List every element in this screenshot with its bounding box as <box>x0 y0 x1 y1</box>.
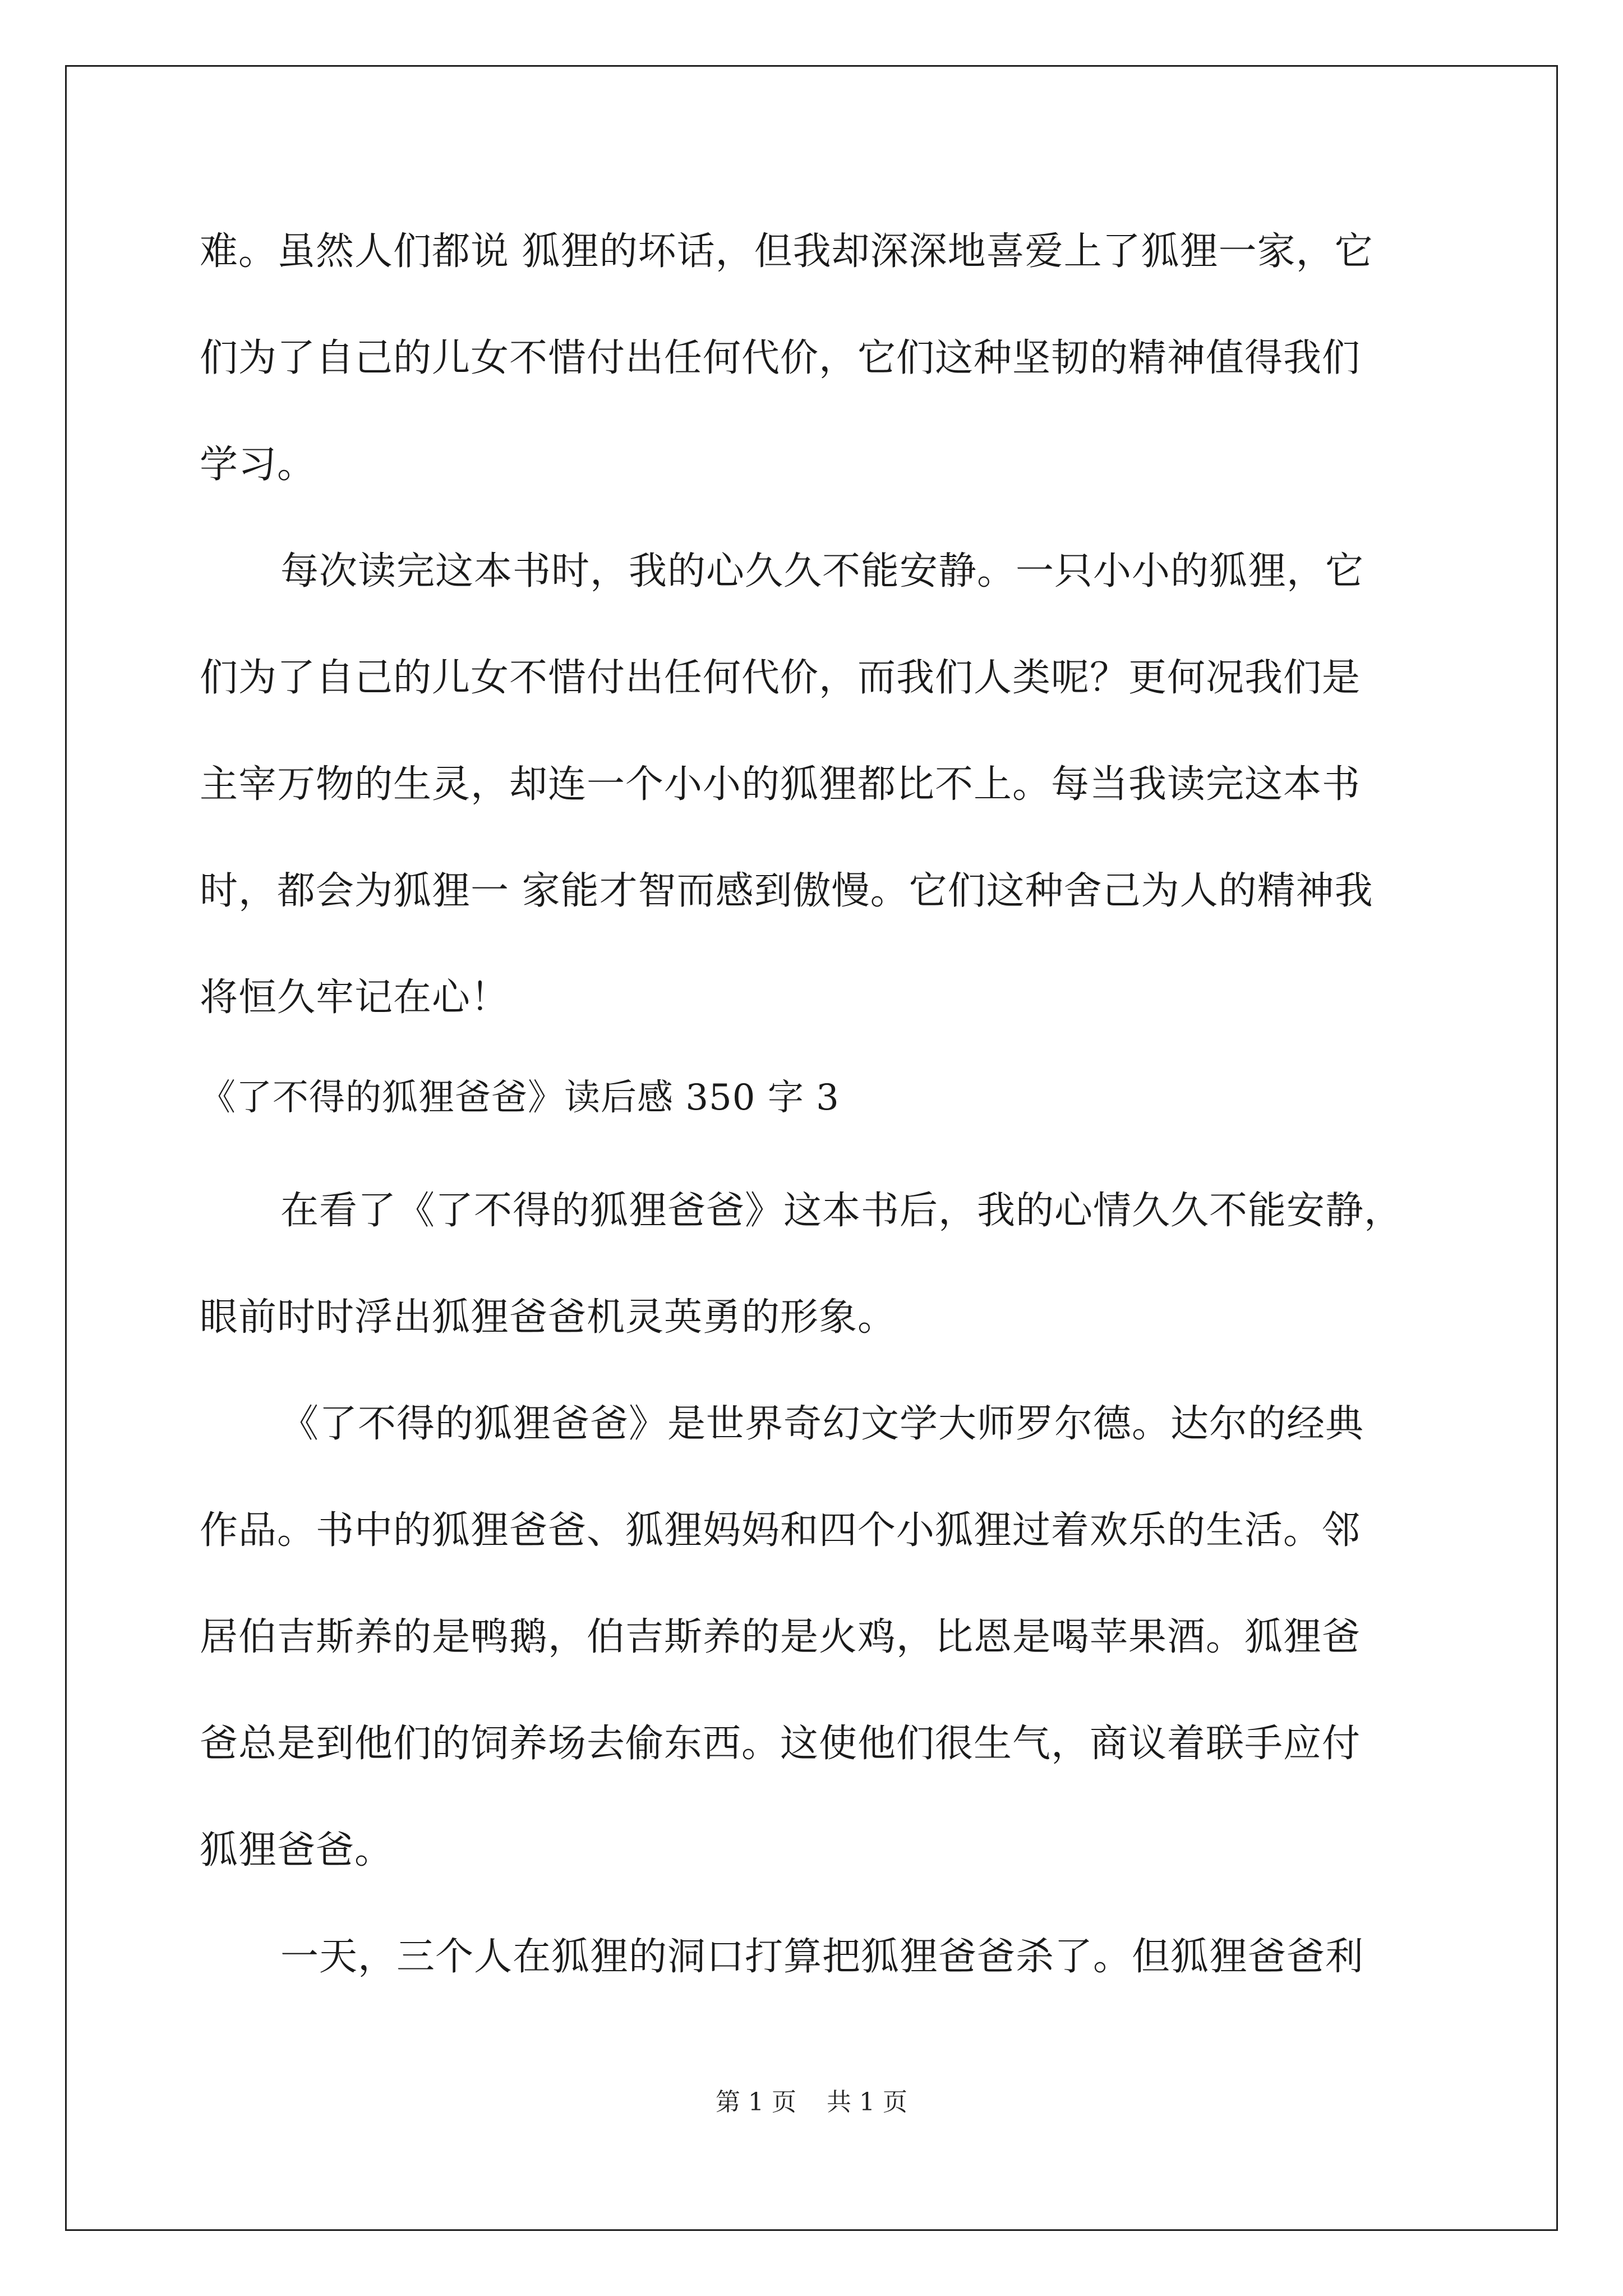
paragraph-line: 们为了自己的儿女不惜付出任何代价，它们这种坚韧的精神值得我们 <box>200 336 1361 380</box>
paragraph-line: 《了不得的狐狸爸爸》是世界奇幻文学大师罗尔德。达尔的经典 <box>280 1402 1364 1446</box>
paragraph-line: 学习。 <box>200 443 316 487</box>
paragraph-line: 将恒久牢记在心！ <box>200 976 510 1020</box>
paragraph-line: 一天，三个人在狐狸的洞口打算把狐狸爸爸杀了。但狐狸爸爸利 <box>280 1935 1364 1979</box>
paragraph-line: 眼前时时浮出狐狸爸爸机灵英勇的形象。 <box>200 1295 897 1340</box>
page-border <box>65 65 1558 2231</box>
paragraph-line: 居伯吉斯养的是鸭鹅，伯吉斯养的是火鸡，比恩是喝苹果酒。狐狸爸 <box>200 1615 1361 1659</box>
paragraph-line: 作品。书中的狐狸爸爸、狐狸妈妈和四个小狐狸过着欢乐的生活。邻 <box>200 1508 1361 1553</box>
page-number-current: 第 1 页 <box>716 2088 796 2116</box>
page-number-total: 共 1 页 <box>827 2088 907 2116</box>
section-heading: 《了不得的狐狸爸爸》读后感 350 字 3 <box>200 1077 840 1119</box>
paragraph-line: 爸总是到他们的饲养场去偷东西。这使他们很生气，商议着联手应付 <box>200 1722 1361 1766</box>
paragraph-line: 时，都会为狐狸一 家能才智而感到傲慢。它们这种舍己为人的精神我 <box>200 869 1373 913</box>
paragraph-line: 主宰万物的生灵，却连一个小小的狐狸都比不上。每当我读完这本书 <box>200 762 1361 807</box>
paragraph-line: 每次读完这本书时，我的心久久不能安静。一只小小的狐狸，它 <box>280 549 1364 593</box>
paragraph-line: 们为了自己的儿女不惜付出任何代价，而我们人类呢？更何况我们是 <box>200 656 1361 700</box>
paragraph-line: 狐狸爸爸。 <box>200 1828 394 1872</box>
paragraph-line: 在看了《了不得的狐狸爸爸》这本书后，我的心情久久不能安静， <box>280 1189 1403 1233</box>
page-footer <box>0 2086 1623 2119</box>
paragraph-line: 难。虽然人们都说 狐狸的坏话，但我却深深地喜爱上了狐狸一家，它 <box>200 229 1373 274</box>
